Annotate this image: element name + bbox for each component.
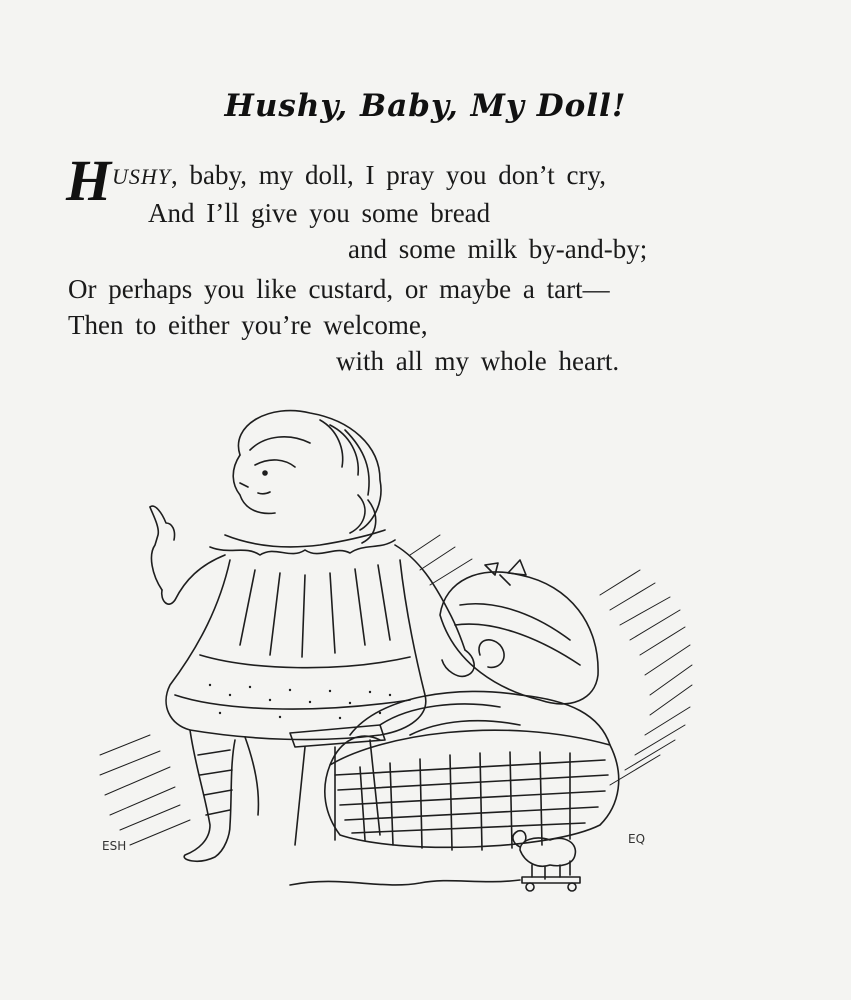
shadow-hatching (100, 535, 692, 845)
poem-line-5: Then to either you’re welcome, (68, 310, 428, 340)
dress-dots (209, 684, 391, 719)
illustration-girl-with-doll-cradle (80, 395, 780, 915)
toy-string (290, 880, 520, 885)
first-word-rest: USHY (112, 164, 172, 189)
girl-raised-arm (150, 506, 225, 604)
poem-line-4: Or perhaps you like custard, or maybe a tart— (68, 274, 610, 304)
girl-head (233, 411, 381, 543)
poem-line-3: and some milk by-and-by; (348, 234, 648, 264)
stool (290, 725, 385, 845)
drop-cap: H (66, 148, 112, 213)
poem-line-2: And I’ll give you some bread (148, 198, 491, 228)
artist-mark-right: EQ (628, 832, 646, 846)
girl-legs (184, 730, 258, 861)
line-1-rest: , baby, my doll, I pray you don’t cry, (171, 160, 606, 190)
poem-title: Hushy, Baby, My Doll! (224, 88, 627, 124)
poem-line-6: with all my whole heart. (336, 346, 620, 376)
artist-mark-left: ESH (102, 839, 127, 853)
